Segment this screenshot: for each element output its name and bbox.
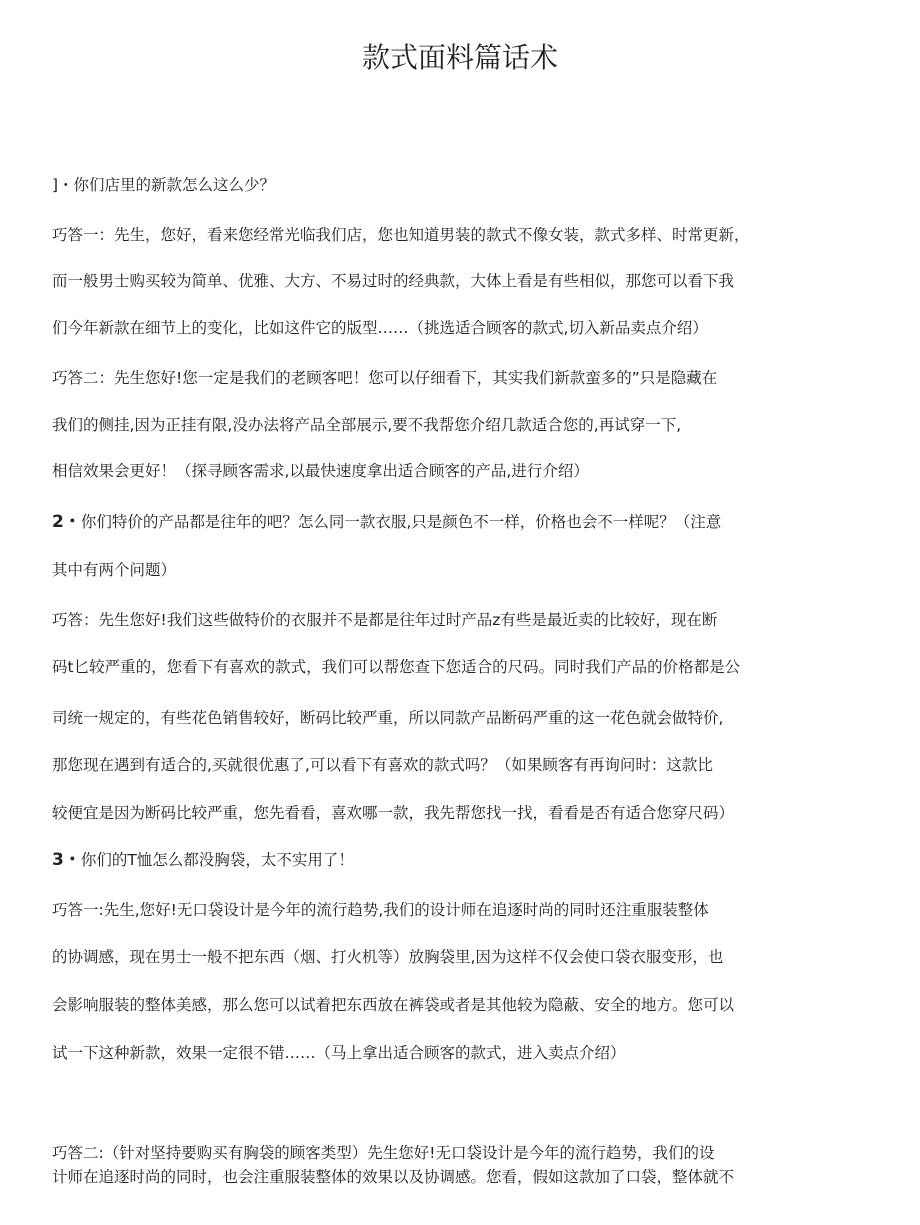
question-3 (52, 850, 354, 870)
answer-line: 较便宜是因为断码比较严重，您先看看，喜欢哪一款，我先帮您找一找，看看是否有适合您穿尺码） (52, 804, 735, 822)
answer-line: 巧答一:先生,您好!无口袋设计是今年的流行趋势,我们的设计师在追逐时尚的同时还注重服装整体 (52, 901, 709, 919)
answer-line: 那您现在遇到有适合的,买就很优惠了,可以看下有喜欢的款式吗？（如果顾客有再询问时：这款比 (52, 756, 713, 774)
answer-line: 司统一规定的，有些花色销售较好，断码比较严重，所以同款产品断码严重的这一花色就会做特价, (52, 709, 724, 727)
question-number: 2・ (52, 512, 81, 532)
question-text: 你们特价的产品都是往年的吧？怎么同一款衣服,只是颜色不一样，价格也会不一样呢？（注意 (80, 513, 722, 531)
answer-line: 试一下这种新款，效果一定很不错……（马上拿出适合顾客的款式，进入卖点介绍） (52, 1044, 626, 1062)
question-number: 3・ (52, 850, 81, 870)
page-title: 款式面料篇话术 (361, 41, 558, 74)
answer-line: 而一般男士购买较为简单、优雅、大方、不易过时的经典款，大体上看是有些相似，那您可以看下我 (52, 272, 735, 290)
question-text: 你们的T恤怎么都没胸袋，太不实用了！ (80, 851, 354, 869)
answer-line: 计师在追逐时尚的同时，也会注重服装整体的效果以及协调感。您看，假如这款加了口袋，整体就不 (52, 1168, 735, 1186)
answer-line: 巧答：先生您好!我们这些做特价的衣服并不是都是往年过时产品z有些是最近卖的比较好，现在断 (52, 611, 718, 629)
answer-line: 我们的侧挂,因为正挂有限,没办法将产品全部展示,要不我帮您介绍几款适合您的,再试穿一下, (52, 416, 682, 434)
question-1: ]・你们店里的新款怎么这么少？ (52, 176, 276, 194)
answer-line: 相信效果会更好！（探寻顾客需求,以最快速度拿出适合顾客的产品,进行介绍） (52, 462, 589, 480)
answer-line: 巧答二：先生您好!您一定是我们的老顾客吧！您可以仔细看下，其实我们新款蛮多的”只是隐藏在 (52, 369, 718, 387)
answer-line: 巧答一：先生，您好，看来您经常光临我们店，您也知道男装的款式不像女装，款式多样、时常更新， (52, 226, 750, 244)
answer-line: 巧答二:（针对坚持要购买有胸袋的顾客类型）先生您好!无口袋设计是今年的流行趋势，我们的设 (52, 1144, 715, 1162)
question-line: 其中有两个问题） (52, 561, 177, 579)
answer-line: 会影响服装的整体美感，那么您可以试着把东西放在裤袋或者是其他较为隐蔽、安全的地方。您可以 (52, 996, 735, 1014)
answer-line: 们今年新款在细节上的变化，比如这件它的版型……（挑选适合顾客的款式,切入新品卖点介绍） (52, 319, 708, 337)
answer-line: 的协调感，现在男士一般不把东西（烟、打火机等）放胸袋里,因为这样不仅会使口袋衣服变形，也 (52, 948, 724, 966)
question-2 (52, 512, 721, 532)
answer-line: 码t匕较严重的，您看下有喜欢的款式，我们可以帮您查下您适合的尺码。同时我们产品的价格都是公 (52, 658, 741, 676)
